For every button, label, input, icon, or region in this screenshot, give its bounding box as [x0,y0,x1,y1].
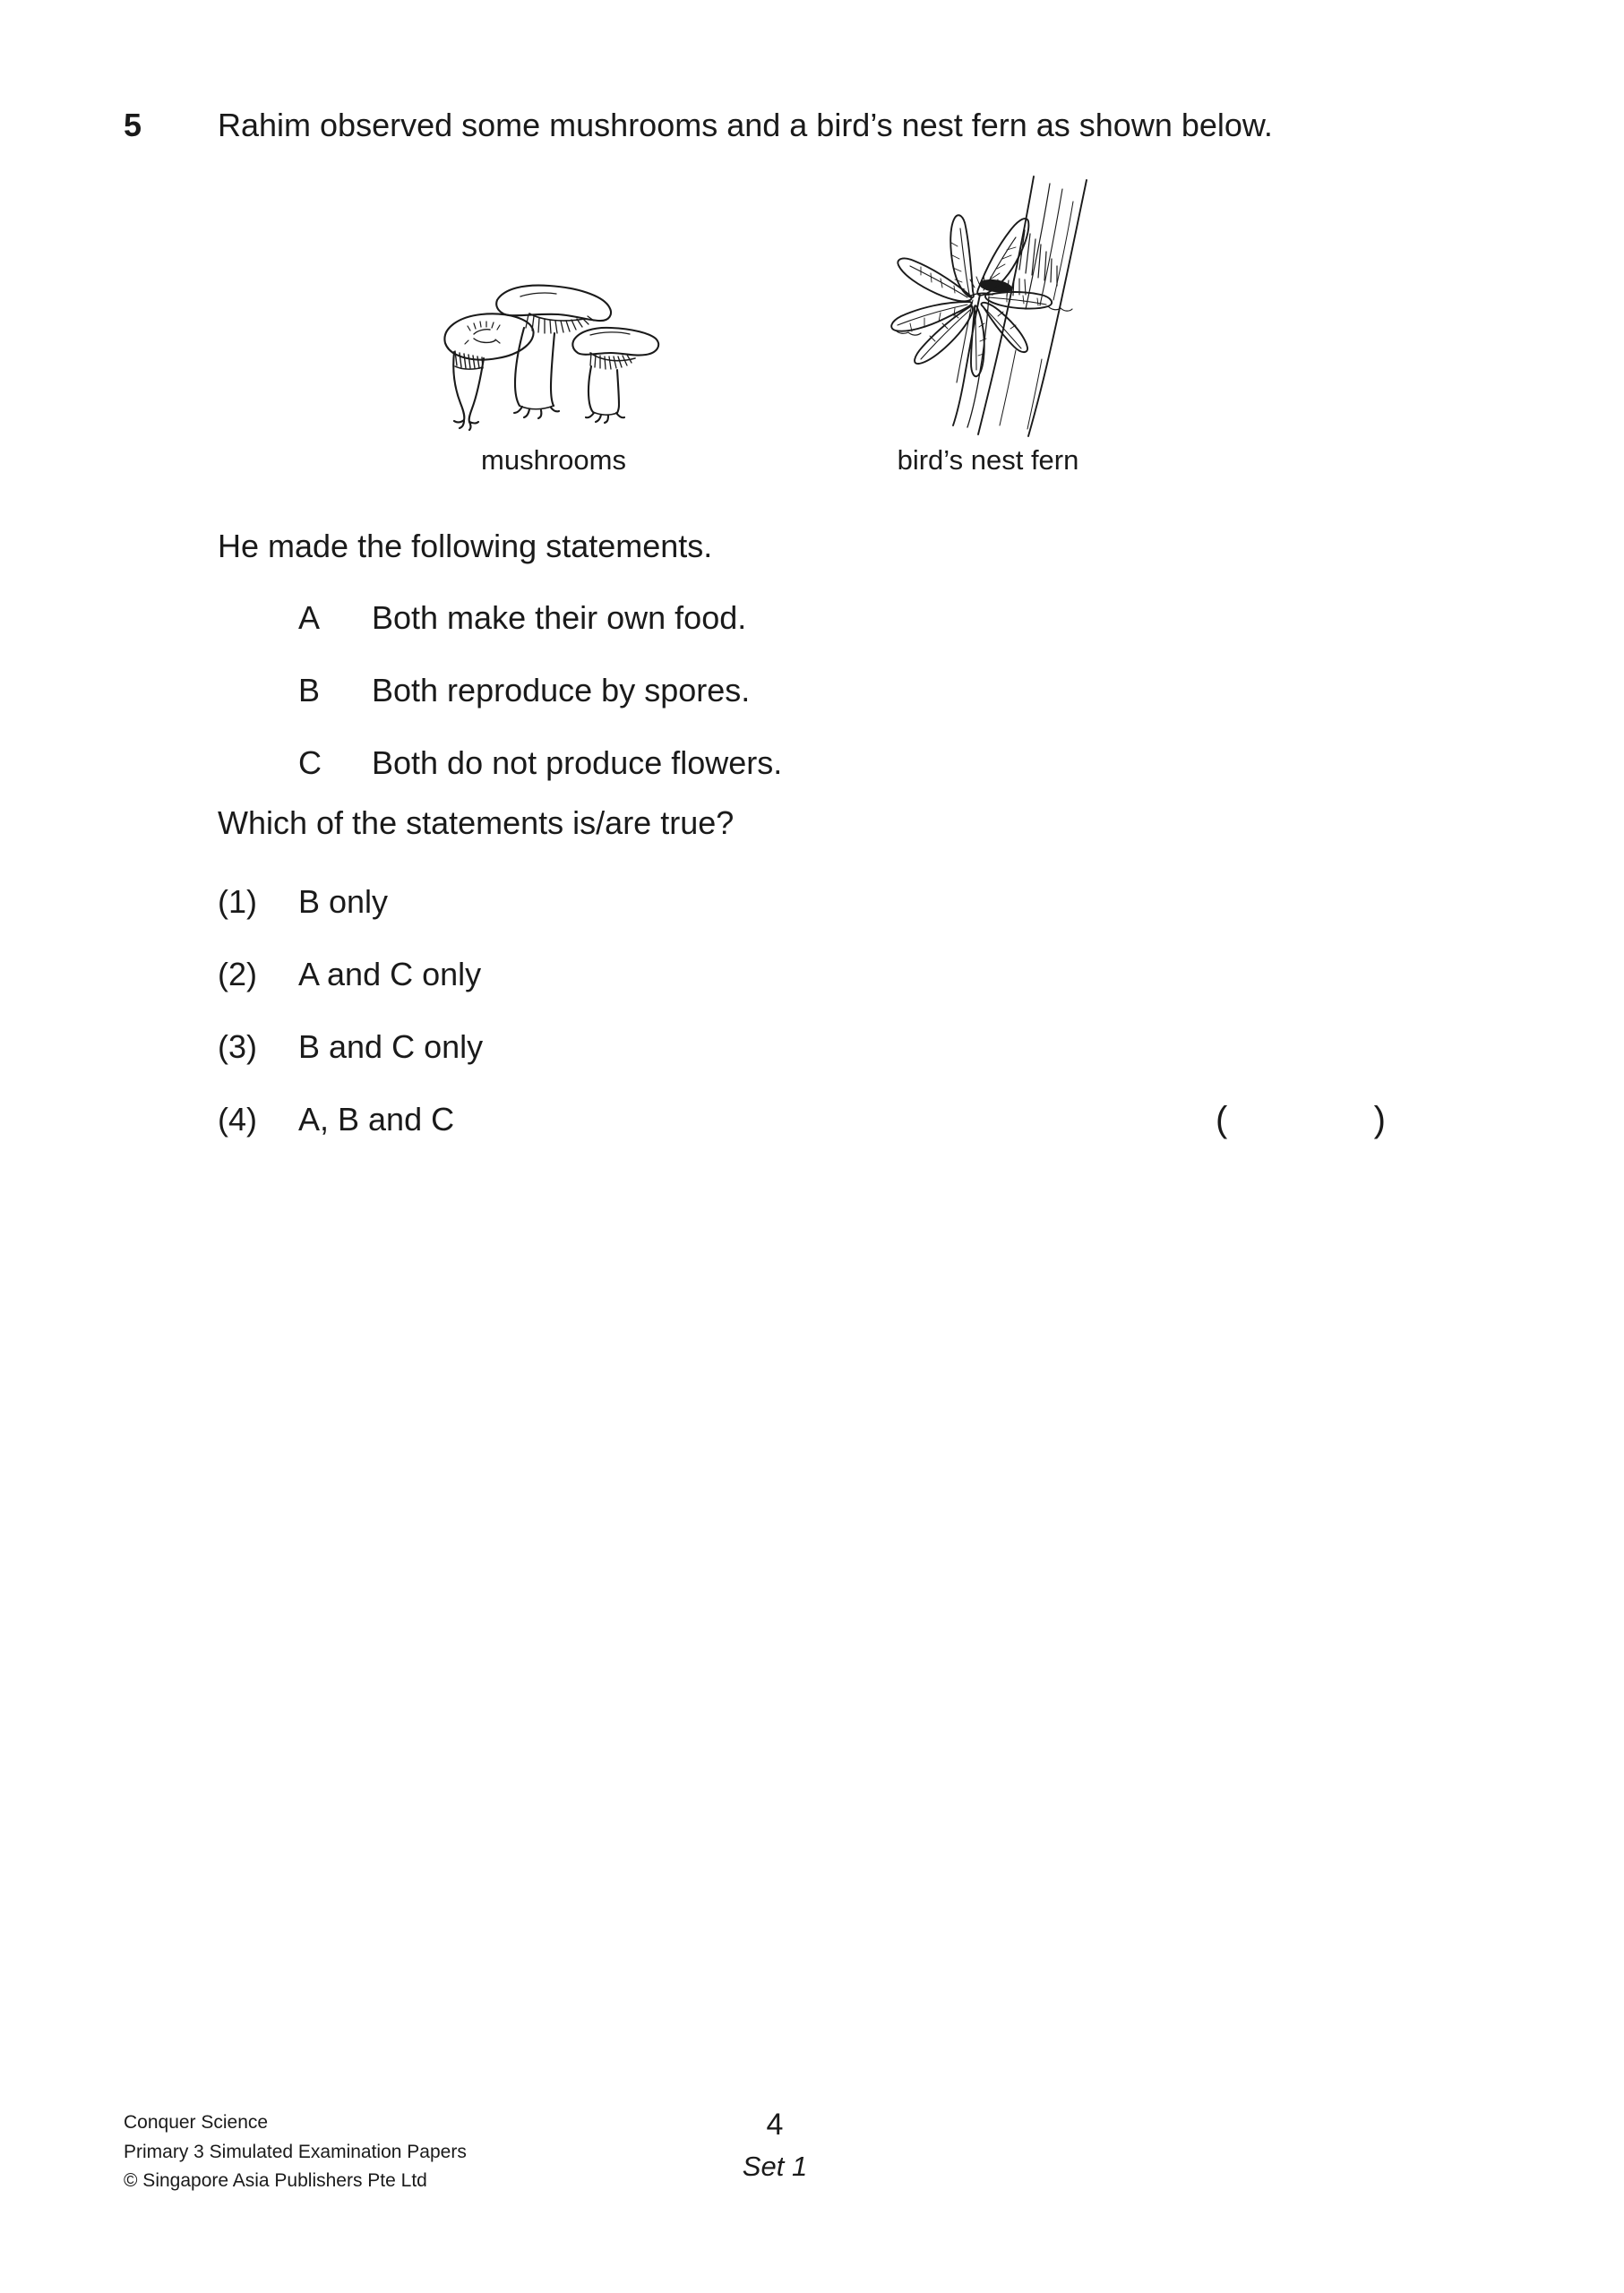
answer-option-2[interactable] [218,955,1490,1027]
answer-bracket-close: ) [1373,1100,1386,1139]
footer-line-title: Conquer Science [124,2112,269,2133]
answer-option-1[interactable] [218,882,1490,955]
answer-bracket-open: ( [1216,1100,1228,1139]
answer-option-3-number: (3) [218,1028,257,1065]
figure-caption-mushrooms: mushrooms [481,444,626,476]
statement-c-label: C [298,744,322,781]
figure-caption-birds-nest-fern: bird’s nest fern [897,444,1079,476]
statement-b [298,671,1373,743]
statement-a-text: Both make their own food. [372,599,747,636]
question-number: 5 [124,107,142,143]
statement-b-label: B [298,672,321,709]
footer-line-series: Primary 3 Simulated Examination Papers [124,2141,467,2162]
answer-option-2-number: (2) [218,956,257,992]
statement-list [298,598,1373,816]
mushrooms-illustration [415,278,683,434]
answer-option-3-text: B and C only [298,1028,484,1065]
set-label: Set 1 [742,2151,808,2183]
footer-publisher-info [124,2108,467,2196]
statement-c-text: Both do not produce flowers. [372,744,783,781]
question-stem: Rahim observed some mushrooms and a bird’s nest fern as shown below. [218,107,1273,143]
answer-option-3[interactable] [218,1027,1490,1100]
question-block [0,106,1624,144]
statement-a-label: A [298,599,321,636]
footer-line-copyright: © Singapore Asia Publishers Pte Ltd [124,2170,427,2192]
statement-b-text: Both reproduce by spores. [372,672,751,709]
answer-option-4-text: A, B and C [298,1101,455,1138]
answer-option-list [218,882,1490,1172]
lead-sentence: He made the following statements. [218,528,713,564]
figure-group [218,175,1382,497]
answer-option-1-number: (1) [218,883,257,920]
page-footer [0,2108,1624,2216]
footer-page-info [690,2108,860,2186]
question-prompt: Which of the statements is/are true? [218,804,735,841]
question-heading-row [0,106,1624,144]
answer-option-2-text: A and C only [298,956,482,992]
birds-nest-fern-illustration [858,175,1118,439]
statement-a [298,598,1373,671]
answer-option-1-text: B only [298,883,389,920]
answer-option-4[interactable] [218,1100,1490,1172]
answer-bracket[interactable] [1216,1098,1386,1141]
page-number: 4 [766,2108,784,2142]
answer-option-4-number: (4) [218,1101,257,1138]
